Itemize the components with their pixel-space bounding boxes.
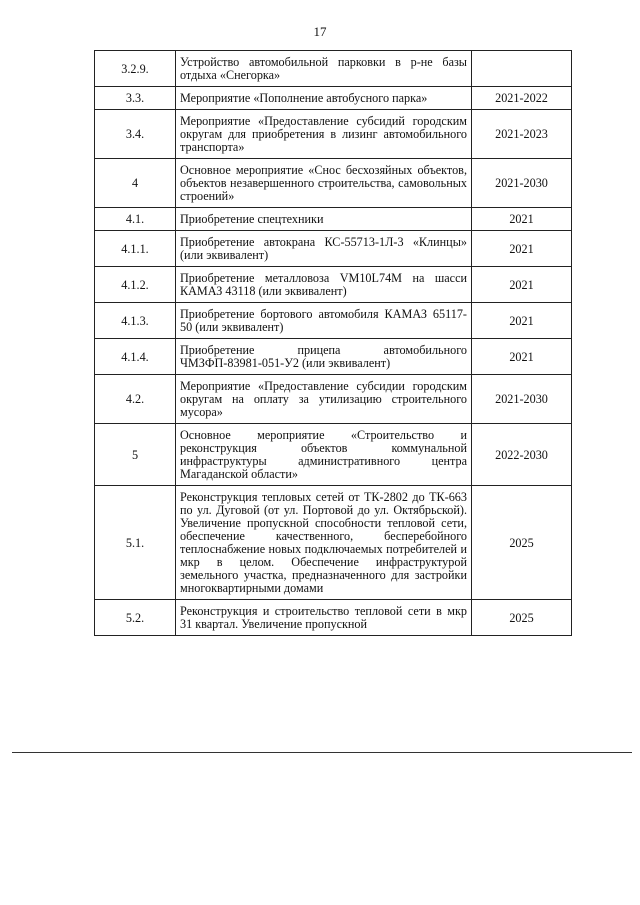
table-row bbox=[95, 87, 572, 110]
row-name: Реконструкция и строительство тепловой сети в мкр 31 квартал. Увеличение пропускной bbox=[176, 600, 472, 636]
row-number: 3.2.9. bbox=[95, 51, 176, 87]
row-number: 4.2. bbox=[95, 375, 176, 424]
row-years: 2025 bbox=[472, 486, 572, 600]
row-number: 4.1.4. bbox=[95, 339, 176, 375]
row-name: Основное мероприятие «Строительство и реконструкция объектов коммунальной инфраструктуры административного центра Магаданской области» bbox=[176, 424, 472, 486]
row-years: 2021 bbox=[472, 208, 572, 231]
table-row bbox=[95, 486, 572, 600]
row-name: Приобретение спецтехники bbox=[176, 208, 472, 231]
row-years: 2021 bbox=[472, 231, 572, 267]
row-years: 2025 bbox=[472, 600, 572, 636]
row-number: 3.4. bbox=[95, 110, 176, 159]
row-name: Мероприятие «Предоставление субсидии городским округам на оплату за утилизацию строительного мусора» bbox=[176, 375, 472, 424]
row-name: Приобретение металловоза VM10L74M на шасси КАМАЗ 43118 (или эквивалент) bbox=[176, 267, 472, 303]
row-number: 4.1.1. bbox=[95, 231, 176, 267]
table-row bbox=[95, 375, 572, 424]
footer-divider bbox=[12, 752, 632, 753]
row-number: 4 bbox=[95, 159, 176, 208]
row-name: Устройство автомобильной парковки в р-не базы отдыха «Снегорка» bbox=[176, 51, 472, 87]
row-number: 4.1.3. bbox=[95, 303, 176, 339]
table-row bbox=[95, 600, 572, 636]
table-row bbox=[95, 267, 572, 303]
table-row bbox=[95, 208, 572, 231]
measures-table bbox=[94, 50, 572, 636]
row-name: Основное мероприятие «Снос бесхозяйных объектов, объектов незавершенного строительства, самовольных строений» bbox=[176, 159, 472, 208]
row-years: 2021 bbox=[472, 267, 572, 303]
table-row bbox=[95, 231, 572, 267]
row-number: 5.2. bbox=[95, 600, 176, 636]
row-years: 2022-2030 bbox=[472, 424, 572, 486]
row-years: 2021 bbox=[472, 339, 572, 375]
row-name: Реконструкция тепловых сетей от ТК-2802 до ТК-663 по ул. Дуговой (от ул. Портовой до ул. Октябрьской). Увеличение пропускной способности тепловой сети, обеспечение качественного, бесперебойного теплоснабжение новых подключаемых потребителей и мкр в целом. Обеспечение инфраструктурой земельного участка, предназначенного для застройки многоквартирными домами bbox=[176, 486, 472, 600]
row-years: 2021-2030 bbox=[472, 159, 572, 208]
row-name: Мероприятие «Предоставление субсидий городским округам для приобретения в лизинг автомобильного транспорта» bbox=[176, 110, 472, 159]
row-years bbox=[472, 51, 572, 87]
row-name: Приобретение прицепа автомобильного ЧМЗФП-83981-051-У2 (или эквивалент) bbox=[176, 339, 472, 375]
table-body bbox=[95, 51, 572, 636]
table-row bbox=[95, 424, 572, 486]
row-years: 2021-2023 bbox=[472, 110, 572, 159]
row-number: 4.1.2. bbox=[95, 267, 176, 303]
row-years: 2021 bbox=[472, 303, 572, 339]
table-row bbox=[95, 303, 572, 339]
table-row bbox=[95, 159, 572, 208]
table-row bbox=[95, 110, 572, 159]
row-number: 5.1. bbox=[95, 486, 176, 600]
row-years: 2021-2022 bbox=[472, 87, 572, 110]
table-row bbox=[95, 51, 572, 87]
row-number: 3.3. bbox=[95, 87, 176, 110]
row-number: 4.1. bbox=[95, 208, 176, 231]
row-name: Мероприятие «Пополнение автобусного парка» bbox=[176, 87, 472, 110]
row-number: 5 bbox=[95, 424, 176, 486]
row-years: 2021-2030 bbox=[472, 375, 572, 424]
table-row bbox=[95, 339, 572, 375]
row-name: Приобретение бортового автомобиля КАМАЗ 65117-50 (или эквивалент) bbox=[176, 303, 472, 339]
row-name: Приобретение автокрана КС-55713-1Л-3 «Клинцы» (или эквивалент) bbox=[176, 231, 472, 267]
page-number: 17 bbox=[313, 24, 327, 39]
